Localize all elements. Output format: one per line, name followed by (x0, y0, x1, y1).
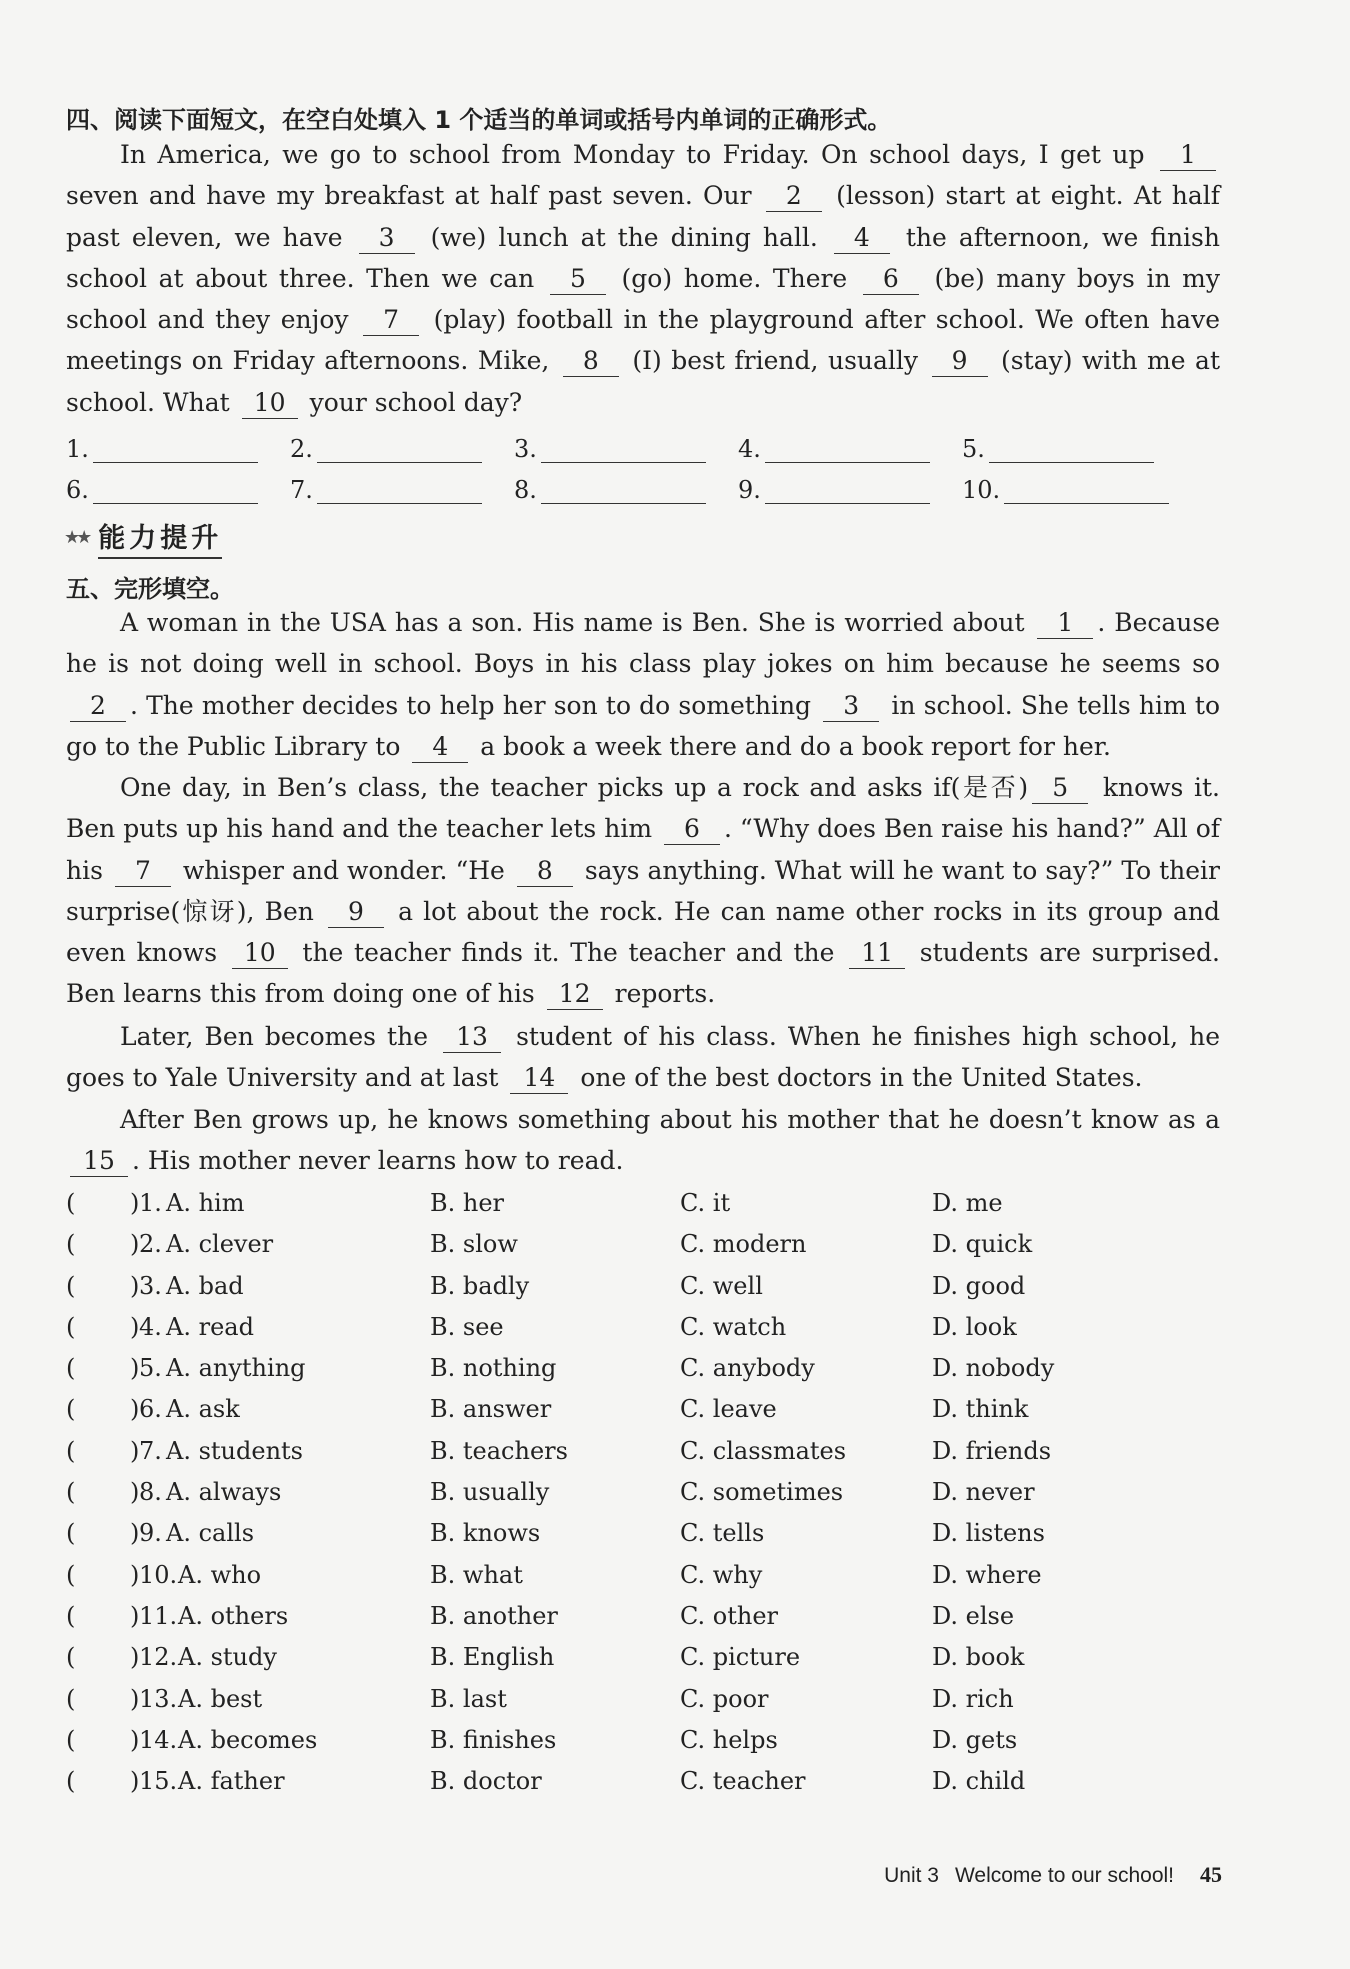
blank-1[interactable]: 1 (1037, 608, 1093, 639)
answer-line-input[interactable] (989, 440, 1154, 463)
option-c[interactable]: C. other (680, 1601, 778, 1630)
passage-text: (we) lunch at the dining hall. (418, 222, 830, 252)
passage-text: . The mother decides to help her son to do something (130, 690, 820, 720)
blank-8[interactable]: 8 (563, 346, 619, 377)
option-c[interactable]: C. poor (680, 1684, 769, 1713)
blank-3[interactable]: 3 (359, 223, 415, 254)
option-b[interactable]: B. see (430, 1312, 504, 1341)
passage-text: your school day? (301, 387, 523, 417)
section4-heading: 四、阅读下面短文，在空白处填入 1 个适当的单词或括号内单词的正确形式。 (66, 106, 892, 134)
answer-bracket-close: ) (130, 1189, 140, 1217)
passage-text: seven and have my breakfast at half past seven. Our (66, 181, 762, 211)
page-number: 45 (1200, 1862, 1222, 1887)
answer-bracket-close: ) (130, 1643, 140, 1672)
passage-text: (play) football in the playground after school. We often have meetings on Friday afternoons. Mike, (66, 305, 1220, 376)
option-a[interactable]: A. who (178, 1560, 262, 1589)
option-b[interactable]: B. what (430, 1560, 523, 1589)
passage-text: In America, we go to school from Monday to Friday. On school days, I get up (120, 140, 1156, 169)
stars-icon: ★★ (64, 526, 89, 548)
option-row (66, 1348, 1220, 1389)
option-c[interactable]: C. tells (680, 1519, 765, 1548)
option-a[interactable]: A. calls (166, 1519, 255, 1548)
option-row (66, 1761, 1220, 1802)
option-c[interactable]: C. picture (680, 1643, 801, 1672)
blank-9[interactable]: 9 (932, 346, 988, 377)
answer-bracket-open[interactable]: ( (66, 1354, 76, 1383)
blank-4[interactable]: 4 (412, 732, 468, 763)
footer-unit: Unit 3 (884, 1864, 939, 1887)
passage-text: student of his class. When he finishes high school, he goes to Yale University and at last (66, 1022, 1220, 1093)
passage-text: the teacher finds it. The teacher and the (291, 938, 846, 968)
option-b[interactable]: B. badly (430, 1271, 530, 1300)
answer-bracket-close: ) (130, 1436, 140, 1465)
question-number: 6. (139, 1395, 162, 1424)
option-a[interactable]: A. clever (166, 1230, 274, 1259)
answer-bracket-close: ) (130, 1767, 140, 1796)
option-a[interactable]: A. others (178, 1601, 289, 1630)
question-number: 9. (139, 1519, 162, 1548)
blank-6[interactable]: 6 (664, 814, 720, 845)
question-number: 4. (139, 1312, 162, 1341)
option-d[interactable]: D. rich (932, 1684, 1014, 1713)
answer-cell (738, 435, 962, 463)
option-b[interactable]: B. teachers (430, 1436, 568, 1465)
blank-10[interactable]: 10 (232, 938, 288, 969)
option-row (66, 1596, 1220, 1637)
answer-bracket-open[interactable]: ( (66, 1436, 76, 1465)
option-b[interactable]: B. knows (430, 1519, 541, 1548)
answer-cell (514, 435, 738, 463)
ability-banner (64, 516, 222, 558)
answer-bracket-open[interactable]: ( (66, 1684, 76, 1713)
option-d[interactable]: D. gets (932, 1725, 1018, 1754)
footer-title: Welcome to our school! (954, 1864, 1174, 1887)
cloze-paragraph-4 (66, 1099, 1220, 1182)
blank-13[interactable]: 13 (443, 1022, 501, 1053)
option-d[interactable]: D. friends (932, 1436, 1052, 1465)
option-c[interactable]: C. classmates (680, 1436, 847, 1465)
answer-bracket-open[interactable]: ( (66, 1560, 76, 1589)
option-d[interactable]: D. listens (932, 1519, 1045, 1548)
option-c[interactable]: C. teacher (680, 1767, 806, 1796)
option-d[interactable]: D. nobody (932, 1354, 1055, 1383)
passage-text: students are surprised. Ben learns this from doing one of his (66, 938, 1220, 1009)
option-a[interactable]: A. him (166, 1189, 245, 1217)
option-c[interactable]: C. modern (680, 1230, 807, 1259)
option-a[interactable]: A. best (178, 1684, 263, 1713)
answer-bracket-close: ) (130, 1230, 140, 1259)
blank-2[interactable]: 2 (70, 691, 126, 722)
passage-text: Later, Ben becomes the (120, 1022, 440, 1051)
option-row (66, 1307, 1220, 1348)
option-row (66, 1472, 1220, 1513)
option-a[interactable]: A. students (166, 1436, 303, 1465)
answer-label: 2. (290, 435, 313, 463)
answer-bracket-open[interactable]: ( (66, 1395, 76, 1424)
option-c[interactable]: C. well (680, 1271, 763, 1300)
answer-grid (66, 422, 1220, 504)
option-b[interactable]: B. her (430, 1189, 505, 1217)
blank-15[interactable]: 15 (70, 1146, 128, 1177)
cloze-paragraph-2 (66, 767, 1220, 1015)
answer-bracket-open[interactable]: ( (66, 1271, 76, 1300)
blank-11[interactable]: 11 (849, 938, 905, 969)
question-number: 12. (139, 1643, 178, 1672)
option-d[interactable]: D. look (932, 1312, 1017, 1341)
option-row (66, 1555, 1220, 1596)
blank-1[interactable]: 1 (1160, 140, 1216, 171)
option-b[interactable]: B. another (430, 1601, 558, 1630)
option-a[interactable]: A. bad (166, 1271, 244, 1300)
passage-text: a lot about the rock. He can name other rocks in its group and even knows (66, 896, 1220, 968)
answer-bracket-open[interactable]: ( (66, 1767, 76, 1796)
option-c[interactable]: C. helps (680, 1725, 778, 1754)
option-a[interactable]: A. anything (166, 1354, 306, 1383)
cloze-paragraph-3 (66, 1016, 1220, 1099)
answer-line-input[interactable] (93, 440, 258, 463)
answer-label: 3. (514, 435, 537, 463)
option-a[interactable]: A. father (178, 1767, 285, 1796)
answer-line-input[interactable] (765, 481, 930, 504)
option-a[interactable]: A. read (166, 1312, 254, 1341)
option-a[interactable]: A. becomes (178, 1725, 318, 1754)
answer-label: 7. (290, 476, 313, 504)
answer-label: 1. (66, 435, 89, 463)
answer-line-input[interactable] (317, 481, 482, 504)
option-d[interactable]: D. me (932, 1189, 1003, 1217)
passage-text: (be) many boys in my school and they enjoy (66, 263, 1220, 335)
option-a[interactable]: A. always (166, 1478, 282, 1507)
question-number: 7. (139, 1436, 162, 1465)
answer-bracket-open[interactable]: ( (66, 1230, 76, 1259)
answer-line-input[interactable] (93, 481, 258, 504)
answer-line-input[interactable] (541, 440, 706, 463)
page-footer (884, 1862, 1222, 1888)
answer-label: 8. (514, 476, 537, 504)
option-c[interactable]: C. it (680, 1189, 731, 1217)
option-row (66, 1224, 1220, 1265)
blank-4[interactable]: 4 (834, 223, 890, 254)
answer-bracket-close: ) (130, 1354, 140, 1383)
passage-text: in school. She tells him to go to the Public Library to (66, 690, 1221, 761)
option-row (66, 1637, 1220, 1678)
option-b[interactable]: B. answer (430, 1395, 552, 1424)
blank-6[interactable]: 6 (863, 264, 919, 295)
answer-bracket-open[interactable]: ( (66, 1478, 76, 1507)
answer-bracket-close: ) (130, 1601, 140, 1630)
answer-line-input[interactable] (765, 440, 930, 463)
blank-7[interactable]: 7 (363, 305, 419, 336)
answer-cell (962, 435, 1186, 463)
option-row (66, 1266, 1220, 1307)
answer-row (66, 463, 1220, 504)
answer-bracket-open[interactable]: ( (66, 1519, 76, 1548)
answer-bracket-close: ) (130, 1725, 140, 1754)
option-c[interactable]: C. why (680, 1560, 763, 1589)
option-a[interactable]: A. study (178, 1643, 277, 1672)
question-number: 14. (139, 1725, 178, 1754)
option-b[interactable]: B. usually (430, 1478, 550, 1507)
passage-text: . Because he is not doing well in school. Boys in his class play jokes on him because he seems so (66, 608, 1220, 679)
blank-5[interactable]: 5 (550, 264, 606, 295)
option-c[interactable]: C. leave (680, 1395, 777, 1424)
option-b[interactable]: B. English (430, 1643, 555, 1672)
answer-bracket-close: ) (130, 1271, 140, 1300)
blank-5[interactable]: 5 (1032, 773, 1088, 804)
option-a[interactable]: A. ask (166, 1395, 240, 1424)
option-d[interactable]: D. never (932, 1478, 1035, 1507)
answer-bracket-close: ) (130, 1560, 140, 1589)
answer-label: 6. (66, 476, 89, 504)
option-row (66, 1183, 1220, 1224)
answer-label: 5. (962, 435, 985, 463)
option-b[interactable]: B. slow (430, 1230, 518, 1259)
passage-text: reports. (606, 979, 716, 1009)
option-d[interactable]: D. child (932, 1767, 1026, 1796)
answer-bracket-open[interactable]: ( (66, 1189, 76, 1217)
option-row (66, 1431, 1220, 1472)
option-row (66, 1513, 1220, 1554)
option-b[interactable]: B. last (430, 1684, 507, 1713)
answer-cell (962, 476, 1186, 504)
answer-row (66, 422, 1220, 463)
question-number: 5. (139, 1354, 162, 1383)
blank-14[interactable]: 14 (510, 1063, 568, 1094)
answer-bracket-close: ) (130, 1519, 140, 1548)
blank-12[interactable]: 12 (547, 979, 603, 1010)
answer-cell (290, 476, 514, 504)
option-row (66, 1679, 1220, 1720)
answer-bracket-open[interactable]: ( (66, 1643, 76, 1672)
answer-line-input[interactable] (1004, 481, 1169, 504)
answer-cell (738, 476, 962, 504)
option-row (66, 1720, 1220, 1761)
passage-text: says anything. What will he want to say?” To their surprise(惊讶), Ben (66, 855, 1221, 926)
option-d[interactable]: D. where (932, 1560, 1042, 1589)
answer-cell (290, 435, 514, 463)
blank-10[interactable]: 10 (242, 388, 298, 419)
question-number: 13. (139, 1684, 178, 1713)
section4-passage (66, 134, 1220, 423)
passage-text: knows it. Ben puts up his hand and the teacher lets him (66, 773, 1220, 844)
passage-text: . His mother never learns how to read. (132, 1146, 624, 1176)
answer-bracket-close: ) (130, 1395, 140, 1424)
question-number: 1. (139, 1189, 162, 1217)
passage-text: . “Why does Ben raise his hand?” All of his (66, 814, 1221, 885)
passage-text: (stay) with me at school. What (66, 346, 1220, 417)
blank-9[interactable]: 9 (328, 897, 384, 928)
passage-text: a book a week there and do a book report for her. (472, 731, 1111, 761)
option-row (66, 1389, 1220, 1430)
answer-cell (66, 476, 290, 504)
cloze-paragraph-1 (66, 602, 1220, 767)
passage-text: the afternoon, we finish school at about three. Then we can (66, 222, 1220, 293)
passage-text: (I) best friend, usually (622, 346, 928, 376)
question-number: 2. (139, 1230, 162, 1259)
blank-2[interactable]: 2 (766, 181, 822, 212)
answer-bracket-open[interactable]: ( (66, 1601, 76, 1630)
answer-label: 4. (738, 435, 761, 463)
question-number: 3. (139, 1271, 162, 1300)
option-d[interactable]: D. good (932, 1271, 1026, 1300)
option-c[interactable]: C. watch (680, 1312, 787, 1341)
option-d[interactable]: D. think (932, 1395, 1029, 1424)
answer-label: 10. (962, 476, 1001, 504)
answer-line-input[interactable] (317, 440, 482, 463)
question-number: 8. (139, 1478, 162, 1507)
passage-text: (go) home. There (609, 263, 859, 293)
question-number: 10. (139, 1560, 178, 1589)
passage-text: A woman in the USA has a son. His name is Ben. She is worried about (120, 608, 1034, 637)
passage-text: One day, in Ben’s class, the teacher picks up a rock and asks if(是否) (120, 773, 1029, 802)
answer-bracket-close: ) (130, 1478, 140, 1507)
answer-bracket-open[interactable]: ( (66, 1725, 76, 1754)
passage-text: whisper and wonder. “He (174, 855, 513, 885)
option-b[interactable]: B. doctor (430, 1767, 542, 1796)
answer-bracket-close: ) (130, 1684, 140, 1713)
option-d[interactable]: D. quick (932, 1230, 1033, 1259)
question-number: 11. (139, 1601, 178, 1630)
option-c[interactable]: C. anybody (680, 1354, 815, 1383)
answer-bracket-close: ) (130, 1312, 140, 1341)
passage-text: After Ben grows up, he knows something about his mother that he doesn’t know as a (120, 1105, 1220, 1134)
blank-8[interactable]: 8 (517, 856, 573, 887)
passage-text: (lesson) start at eight. At half past eleven, we have (66, 181, 1220, 252)
answer-line-input[interactable] (541, 481, 706, 504)
banner-title: 能力提升 (98, 516, 222, 559)
answer-cell (66, 435, 290, 463)
answer-bracket-open[interactable]: ( (66, 1312, 76, 1341)
options-list (66, 1183, 1220, 1802)
answer-label: 9. (738, 476, 761, 504)
option-c[interactable]: C. sometimes (680, 1478, 844, 1507)
answer-cell (514, 476, 738, 504)
option-d[interactable]: D. else (932, 1601, 1015, 1630)
blank-7[interactable]: 7 (115, 856, 171, 887)
option-d[interactable]: D. book (932, 1643, 1025, 1672)
passage-text: one of the best doctors in the United States. (572, 1063, 1143, 1093)
question-number: 15. (139, 1767, 178, 1796)
option-b[interactable]: B. finishes (430, 1725, 557, 1754)
section5-heading: 五、完形填空。 (66, 575, 234, 603)
blank-3[interactable]: 3 (823, 691, 879, 722)
option-b[interactable]: B. nothing (430, 1354, 557, 1383)
